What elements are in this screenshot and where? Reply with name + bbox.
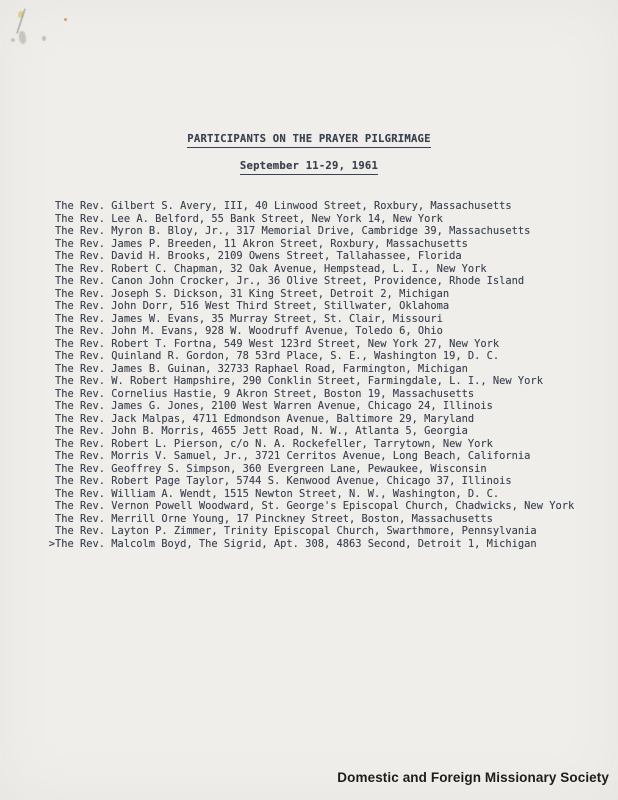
document-date: September 11-29, 1961	[240, 160, 378, 175]
participant-line: The Rev. Quinland R. Gordon, 78 53rd Place, S. E., Washington 19, D. C.	[55, 350, 500, 362]
date-block	[0, 154, 618, 175]
participant-line: The Rev. Cornelius Hastie, 9 Akron Street, Boston 19, Massachusetts	[55, 387, 475, 400]
participant-line: >The Rev. Malcolm Boyd, The Sigrid, Apt. 308, 4863 Second, Detroit 1, Michigan	[48, 537, 537, 550]
participant-line: The Rev. John B. Morris, 4655 Jett Road, N. W., Atlanta 5, Georgia	[55, 425, 468, 437]
paper-stain	[18, 11, 24, 18]
participant-line: The Rev. James W. Evans, 35 Murray Street, St. Clair, Missouri	[55, 312, 443, 325]
participant-line: The Rev. Robert C. Chapman, 32 Oak Avenue, Hempstead, L. I., New York	[55, 262, 487, 275]
title-block	[0, 127, 618, 148]
attribution-watermark: Domestic and Foreign Missionary Society	[337, 770, 609, 785]
participant-list	[48, 200, 610, 550]
paper-stain	[64, 18, 67, 21]
participant-line: The Rev. W. Robert Hampshire, 290 Conklin Street, Farmingdale, L. I., New York	[55, 375, 543, 387]
participant-line: The Rev. Canon John Crocker, Jr., 36 Olive Street, Providence, Rhode Island	[55, 275, 525, 287]
participant-line: The Rev. Lee A. Belford, 55 Bank Street, New York 14, New York	[55, 212, 443, 225]
participant-line: The Rev. James P. Breeden, 11 Akron Street, Roxbury, Massachusetts	[55, 237, 468, 250]
participant-line: The Rev. Layton P. Zimmer, Trinity Episcopal Church, Swarthmore, Pennsylvania	[55, 525, 537, 537]
participant-line: The Rev. Myron B. Bloy, Jr., 317 Memorial Drive, Cambridge 39, Massachusetts	[55, 225, 531, 237]
participant-line: The Rev. James B. Guinan, 32733 Raphael Road, Farmington, Michigan	[55, 362, 468, 375]
participant-line: The Rev. Geoffrey S. Simpson, 360 Evergreen Lane, Pewaukee, Wisconsin	[55, 462, 487, 475]
participant-line: The Rev. Robert L. Pierson, c/o N. A. Rockefeller, Tarrytown, New York	[55, 437, 493, 450]
document-title: PARTICIPANTS ON THE PRAYER PILGRIMAGE	[187, 133, 430, 148]
participant-line: The Rev. David H. Brooks, 2109 Owens Street, Tallahassee, Florida	[55, 250, 462, 262]
participant-line: The Rev. Merrill Orne Young, 17 Pinckney Street, Boston, Massachusetts	[55, 512, 493, 525]
paper-stain	[11, 38, 15, 42]
participant-line: The Rev. Robert Page Taylor, 5744 S. Kenwood Avenue, Chicago 37, Illinois	[55, 475, 512, 487]
paper-stain	[18, 31, 27, 45]
participant-line: The Rev. Joseph S. Dickson, 31 King Street, Detroit 2, Michigan	[55, 287, 450, 300]
participant-line: The Rev. Vernon Powell Woodward, St. George's Episcopal Church, Chadwicks, New York	[55, 500, 575, 512]
participant-line: The Rev. Morris V. Samuel, Jr., 3721 Cerritos Avenue, Long Beach, California	[55, 450, 531, 462]
participant-line: The Rev. Jack Malpas, 4711 Edmondson Avenue, Baltimore 29, Maryland	[55, 412, 475, 425]
participant-line: The Rev. John Dorr, 516 West Third Street, Stillwater, Oklahoma	[55, 300, 450, 312]
participant-line: The Rev. James G. Jones, 2100 West Warren Avenue, Chicago 24, Illinois	[55, 400, 493, 412]
participant-line: The Rev. Gilbert S. Avery, III, 40 Linwood Street, Roxbury, Massachusetts	[55, 200, 512, 212]
paper-stain	[42, 36, 46, 41]
participant-line: The Rev. Robert T. Fortna, 549 West 123rd Street, New York 27, New York	[55, 337, 500, 350]
participant-line: The Rev. William A. Wendt, 1515 Newton Street, N. W., Washington, D. C.	[55, 487, 500, 500]
participant-line: The Rev. John M. Evans, 928 W. Woodruff Avenue, Toledo 6, Ohio	[55, 325, 443, 337]
paper-scratch	[16, 8, 25, 33]
